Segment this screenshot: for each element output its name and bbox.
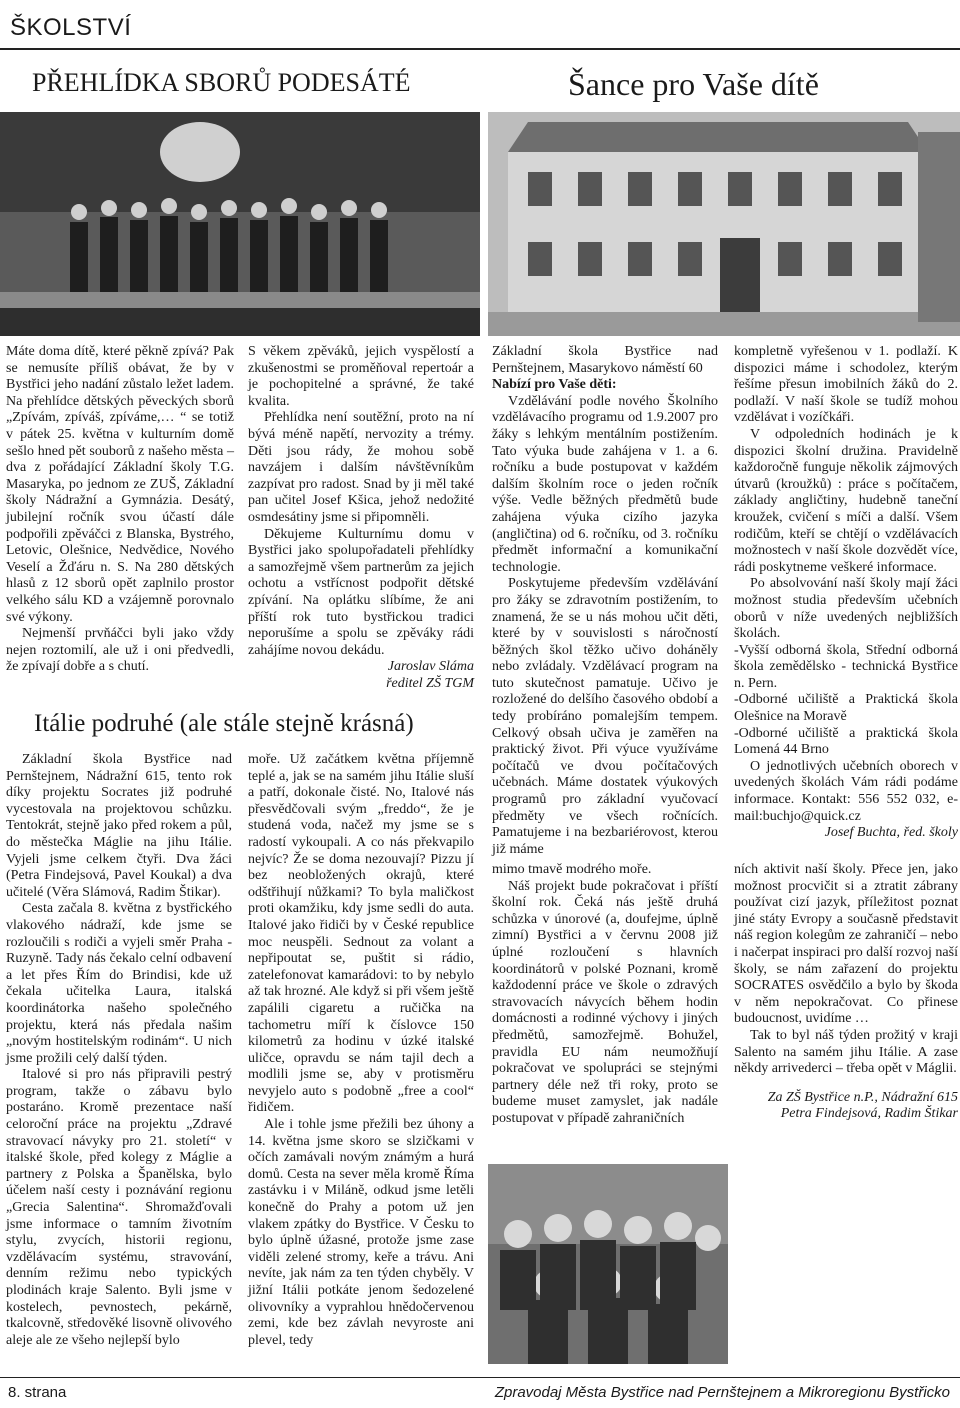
article1-paragraph: Nejmenší prvňáčci byli jako vždy nejen roztomilí, ale už i oni předvedli, že zpívají dobře a s chutí.	[6, 626, 234, 675]
article1-signature-role: ředitel ZŠ TGM	[386, 675, 474, 691]
article1-column-1	[6, 344, 234, 676]
article1-paragraph: S věkem zpěváků, jejich vyspělostí a zkušenostmi se proměňoval repertoár a je pochopitelné a správné, že také kvalita.	[248, 344, 474, 409]
school-list-item: -Vyšší odborná škola, Střední odborná škola zemědělsko - technická Bystřice n. Pern.	[734, 642, 958, 691]
article3-paragraph: Základní škola Bystřice nad Pernštejnem, Nádražní 615, tento rok díky projektu Socrates již podruhé vycestovala na projektovou schůzku. Tentokrát, stejně jako před rokem a půl, do městečka Máglie na jihu Itálie. Vyjeli jsme celkem čtyři. Dva žáci (Petra Findejsová, Pavel Koukal) a dva učitelé (Věra Slámová, Radim Štikar).	[6, 752, 232, 900]
article2-paragraph: Poskytujeme především vzdělávání pro žáky se zdravotním postižením, to znamená, že se u nás mohou učit děti, které by v souvislosti s náročností běžných škol těžko učivo doháněly nebo zvládaly. Vzdělávací program na tuto skutečnost pamatuje. Učivo je rozložené do delšího časového období a tedy probíráno pomalejším tempem. Celkový obsah učiva je zaměřen na praktický život. Při výuce využíváme počítačů ve dvou počítačových učebnách. Máme dostatek výukových programů pro základní vyučovací předměty ve všech ročnících. Pamatujeme i na bezbariérovost, kterou již máme	[492, 576, 718, 857]
article3-paragraph: ních aktivit naší školy. Přece jen, jako možnost procvičit si a ztratit zábrany používat cizí jazyk, příležitost poznat jiné státy Evropy a současně představit náš region kolegům ze zahraničí – nebo i načerpat inspiraci pro další rozvoj naší školy, se nám zařazení do projektu SOCRATES osvědčilo a bylo by škoda v něm nepokračovat. Co přinese budoucnost, uvidíme …	[734, 862, 958, 1027]
article2-paragraph: V odpoledních hodinách je k dispozici školní družina. Pravidelně každoročně funguje několik zájmových útvarů (kroužků) : práce s počítačem, základy angličtiny, hudebně taneční kroužek, cvičení s míči a další. Všem rodičům, kteří se chtějí o vzdělávacích možnostech v naší škole dozvědět více, rádi poskytneme veškeré informace.	[734, 426, 958, 575]
school-list-item: -Odborné učiliště a praktická škola Lomená 44 Brno	[734, 725, 958, 758]
article3-paragraph: Cesta začala 8. května z bystřického vlakového nádraží, kde jsme se rozloučili s rodiči a vyjeli směr Praha - Ruzyně. Tady nás čekalo celní odbavení a let přes Řím do Brindisi, kde už čekala učitelka Laura, italská koordinátorka našeho společného projektu, která nás předala našim „novým hostitelským rodinám“. U nich jsme prožili celý další týden.	[6, 901, 232, 1066]
article2-column-2	[734, 344, 958, 842]
article3-paragraph: Tak to byl náš týden prožitý v kraji Salento na samém jihu Itálie. A zase někdy arrivederci – třeba opět v Máglii.	[734, 1027, 958, 1077]
article3-column-3	[492, 862, 718, 1128]
article3-paragraph: moře. Už začátkem května příjemně teplé a, jak se na samém jihu Itálie sluší a patří, dokonale čisté. No, Italové nás přesvědčovali svým „freddo“, že je studená voda, načež my jsme se s radostí vykoupali. A co nás překvapilo nejvíc? Že se doma nezouvají? Pizzu jí bez neobložených okrajů, které odštřihují nůžkami? To byla maličkost proti okamžiku, kdy jsme sedli do auta. Italové jako řidiči by v České republice moc neuspěli. Sednout za volant a nepřipoutat se, puštit si rádio, zatelefonovat kamarádovi: to by nebylo až tak hrozné. Ale když si při všem ještě zapálili cigaretu a ručička na tachometru míří k číslovce 150 kilometrů za hodinu v úzké italské uličce, opravdu se nám tajil dech a modlili jsme se, aby v protisměru nevyjelo auto s podobně „free a cool“ řidičem.	[248, 752, 474, 1116]
article3-column-4	[734, 862, 958, 1123]
article2-contact: O jednotlivých učebních oborech v uvedených školách Vám rádi podáme informace. Kontakt: 556 552 032, e-mail:buchjo@quick.cz	[734, 758, 958, 824]
article2-title: Šance pro Vaše dítě	[568, 66, 819, 102]
article2-offer: Nabízí pro Vaše děti:	[492, 377, 617, 393]
article3-column-2	[248, 752, 474, 1349]
article3-signature-line1: Za ZŠ Bystřice n.P., Nádražní 615	[767, 1089, 958, 1105]
article2-intro: Základní škola Bystřice nad Pernštejnem, Masarykovo náměstí 60	[492, 344, 718, 376]
article3-title: Itálie podruhé (ale stále stejně krásná)	[34, 710, 414, 737]
article2-paragraph: kompletně vyřešenou v 1. podlaží. K dispozici máme i schodolez, kterým řešíme přesun imobilních žáků do 2. podlaží. V naší škole se tudíž mohou vzdělávat i vozíčkáři.	[734, 344, 958, 426]
choir-photo	[0, 112, 480, 336]
article2-paragraph: Vzdělávání podle nového Školního vzdělávacího programu od 1.9.2007 pro žáky s lehkým mentálním postižením. Tato výuka bude zahájena v 1. a 6. ročníku a bude postupovat v každém dalším školním roce o jeden ročník výše. Vedle běžných předmětů bude zahájena výuka cizího jazyka (angličtina) od 6. ročníku, od 3. ročníku předmět informační a komunikační technologie.	[492, 393, 718, 575]
section-title: ŠKOLSTVÍ	[10, 14, 132, 41]
article3-paragraph: mimo tmavě modrého moře.	[492, 862, 652, 877]
article3-paragraph: Náš projekt bude pokračovat i příští školní rok. Čeká nás ještě druhá schůzka v únorové (a, doufejme, úplně zimní) Bystřici a v červnu 2008 již úplné rozloučení s hlavních koordinátorů v polské Poznani, kromě každodenní práce ve škole o zdravých stravovacích návycích během hodin domácnosti a rodinné výchovy i jiných předmětů, samozřejmě. Bohužel, pravidla EU nám neumožňují pokračovat ve spolupráci se stejnými partnery déle než tři roky, proto se budeme muset zamyslet, jak nadále postupovat v případě zahraničních	[492, 878, 718, 1126]
students-photo	[488, 1164, 728, 1364]
article3-paragraph: Italové si pro nás připravili pestrý program, takže o zábavu bylo postaráno. Kromě prezentace naší celoroční práce na projektu „Zdravé stravovací návyky pro 21. století“ v italské škole, před kolegy z Máglie a partnery z Polska a Španělska, bylo účelem naší cesty i poznávání regionu „Grecia Salentina“. Shromažďovali jsme informace o tamním životním stylu, zvycích, historii regionu, vzdělávacím systému, stravování, denním režimu nebo typických plodinách kraje Salento. Byli jsme v kostelech, pevnostech, pekárně, tkalcovně, středověké lisovně olivového aleje ale ze všeho nejlepší bylo	[6, 1067, 232, 1348]
article3-paragraph: Ale i tohle jsme přežili bez úhony a 14. května jsme skoro se slzičkami v očích zamávali novým známým a hurá domů. Cesta na sever měla kromě Říma zastávku i v Miláně, odkud jsme letěli konečně do Prahy a potom už jen vlakem zpátky do Bystřice. V Česku to bylo úplně úžasné, protože jsme zase viděli zelené stromy, keře a trávu. Ani nevíte, jak nám za ten týden chyběly. V jižní Itálii potkáte jenom šedozelené olivovníky a vyprahlou hnědočervenou zemi, kde bez závlah nevyroste ani plevel, tedy	[248, 1117, 474, 1348]
footer-rule	[0, 1377, 960, 1378]
article2-signature: Josef Buchta, řed. školy	[824, 825, 958, 841]
article3-column-1	[6, 752, 232, 1349]
article1-paragraph: Přehlídka není soutěžní, proto na ní bývá méně napětí, nervozity a trémy. Děti jsou rády, že mohou sobě navzájem i dalším návštěvníkům zazpívat pro radost. Snad by ji měl také pan učitel Josef Kšica, jehož nedožité osmdesátiny jsme si připomněli.	[248, 410, 474, 525]
school-building-photo	[488, 112, 960, 336]
article1-paragraph: Máte doma dítě, které pěkně zpívá? Pak se nemusíte příliš obávat, že by v Bystřici jeho nadání zůstalo ležet ladem. Na přehlídce dětských pěveckých sborů „Zpívám, zpíváš, zpíváme,… “ se totiž v pátek 25. května v kulturním domě sešlo hned pět souborů z našeho města – dva z pořádající Základní školy T.G. Masaryka, po jednom ze ZUŠ, Základní školy Nádražní a Gymnázia. Desátý, jubilejní ročník svou účastí dále podpořili zpěváčci z Blanska, Bystrého, Letovic, Olešnice, Nedvědice, Nového Veselí a Žďáru n. S. Na 280 dětských hlasů z 12 sborů opět zaplnilo prostor velkého sálu KD a vzájemně porovnalo své výkony.	[6, 344, 234, 625]
footer-publication: Zpravodaj Města Bystřice nad Pernštejnem a Mikroregionu Bystřicko	[494, 1384, 950, 1401]
article1-title: PŘEHLÍDKA SBORŮ PODESÁTÉ	[32, 68, 411, 97]
article3-signature-line2: Petra Findejsová, Radim Štikar	[780, 1106, 958, 1122]
article1-column-2	[248, 344, 474, 692]
header-rule	[0, 48, 960, 50]
school-list-item: -Odborné učiliště a Praktická škola Olešnice na Moravě	[734, 692, 958, 725]
footer-page-number: 8. strana	[8, 1384, 67, 1401]
article2-column-1	[492, 344, 718, 858]
article1-paragraph: Děkujeme Kulturnímu domu v Bystřici jako spolupořadateli přehlídky a samozřejmě všem partnerům za jejich ochotu a vstřícnost podpořit dětské zpívání. Na oplátku slíbíme, že ani příští rok tuto bystřickou tradici neporušíme a spolu se zpěváky rádi zahájíme novou dekádu.	[248, 526, 474, 658]
article1-signature-name: Jaroslav Sláma	[387, 659, 474, 675]
article2-paragraph: Po absolvování naší školy mají žáci možnost studia především učebních oborů v níže uvedených nejbližších školách.	[734, 576, 958, 642]
